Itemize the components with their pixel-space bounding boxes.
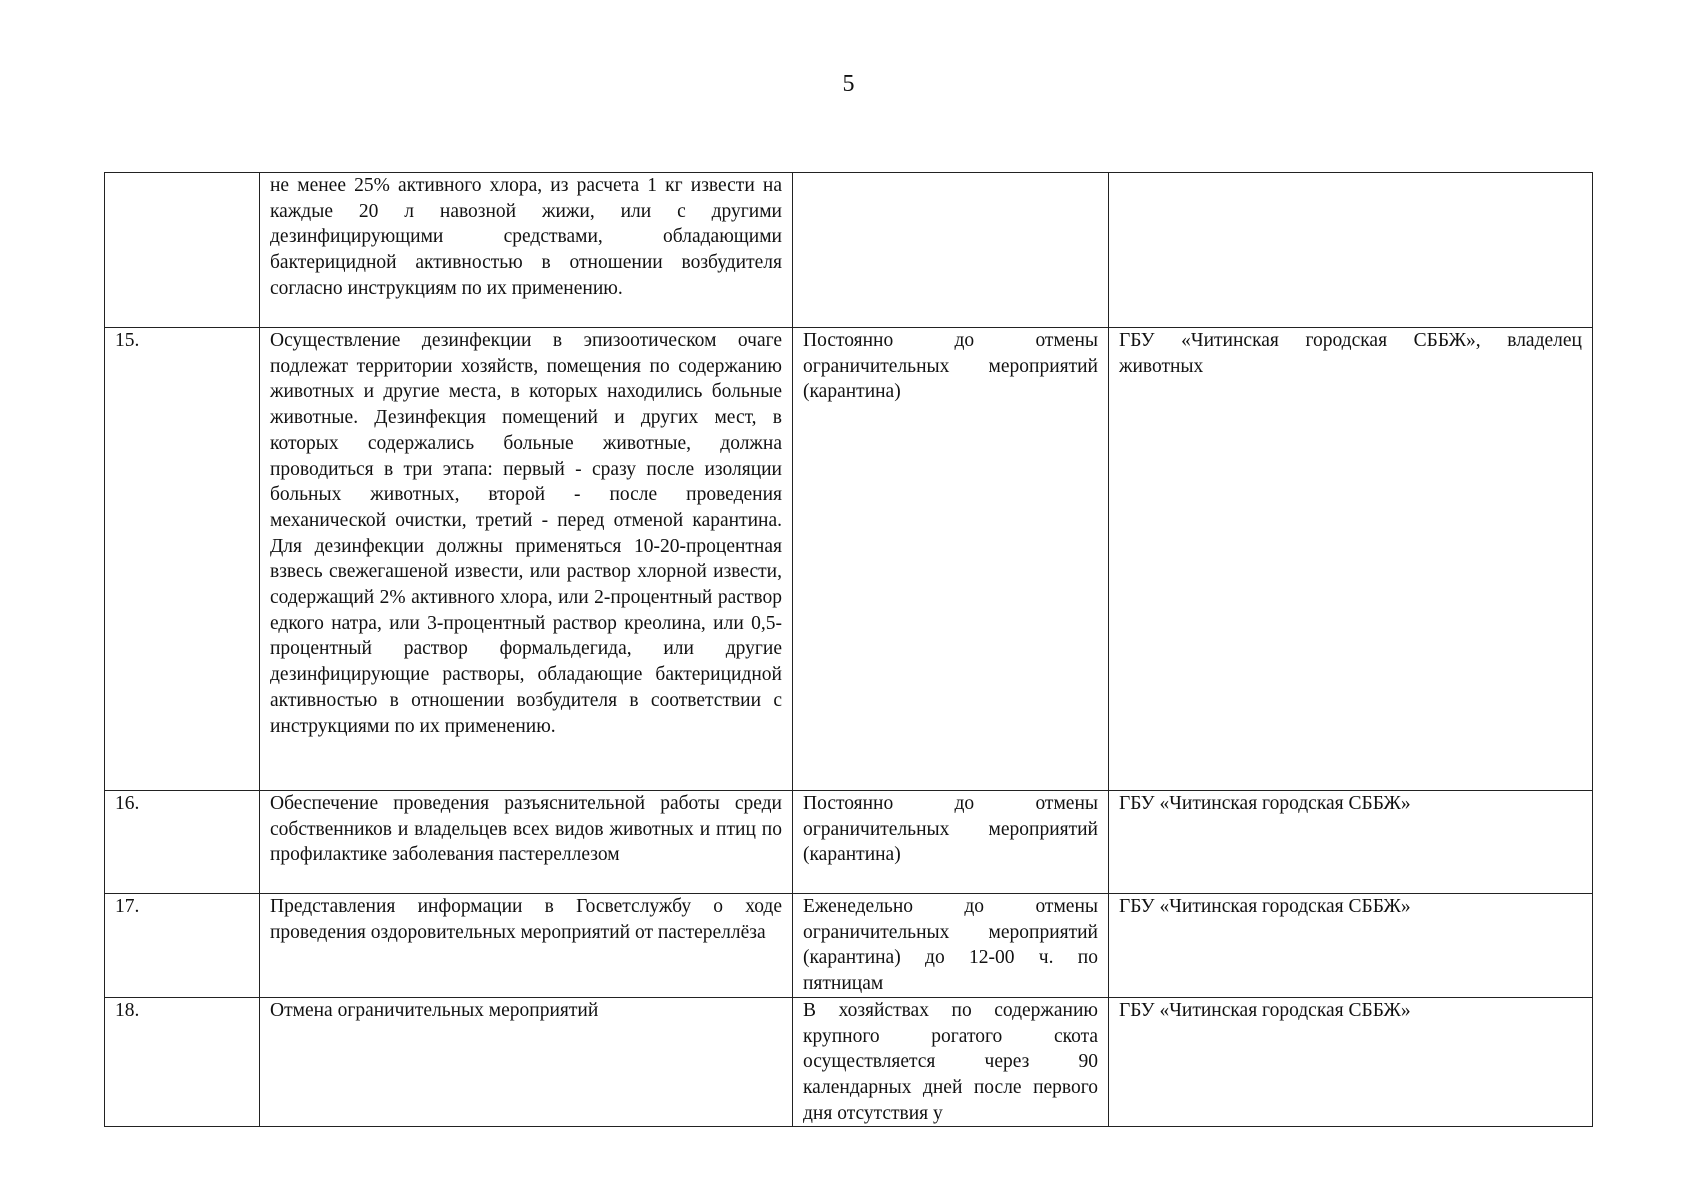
row-number-cell: 16.	[105, 791, 260, 894]
table-row	[105, 173, 1593, 328]
measure-cell: Представления информации в Госветслужбу о ходе проведения оздоровительных мероприятий от пастереллёза	[260, 894, 793, 998]
responsible-cell: ГБУ «Читинская городская СББЖ»	[1109, 894, 1593, 998]
deadline-cell: В хозяйствах по содержанию крупного рогатого скота осуществляется через 90 календарных дней после первого дня отсутствия у	[793, 997, 1109, 1127]
page-number: 5	[842, 71, 855, 97]
row-number-cell	[105, 173, 260, 328]
measure-cell: не менее 25% активного хлора, из расчета 1 кг извести на каждые 20 л навозной жижи, или с другими дезинфицирующими средствами, обладающими бактерицидной активностью в отношении возбудителя согласно инструкциям по их применению.	[260, 173, 793, 328]
measure-cell: Осуществление дезинфекции в эпизоотическом очаге подлежат территории хозяйств, помещения по содержанию животных и другие места, в которых находились больные животные. Дезинфекция помещений и других мест, в которых содержались больные животные, должна проводиться в три этапа: первый - сразу после изоляции больных животных, второй - после проведения механической очистки, третий - перед отменой карантина. Для дезинфекции должны применяться 10-20-процентная взвесь свежегашеной извести, или раствор хлорной извести, содержащий 2% активного хлора, или 2-процентный раствор едкого натра, или 3-процентный раствор креолина, или 0,5-процентный раствор формальдегида, или другие дезинфицирующие растворы, обладающие бактерицидной активностью в отношении возбудителя в соответствии с инструкциями по их применению.	[260, 328, 793, 791]
row-number-cell: 18.	[105, 997, 260, 1127]
deadline-cell: Постоянно до отмены ограничительных мероприятий (карантина)	[793, 791, 1109, 894]
responsible-cell	[1109, 173, 1593, 328]
measure-cell: Отмена ограничительных мероприятий	[260, 997, 793, 1127]
row-number-cell: 17.	[105, 894, 260, 998]
deadline-cell: Еженедельно до отмены ограничительных мероприятий (карантина) до 12-00 ч. по пятницам	[793, 894, 1109, 998]
responsible-cell: ГБУ «Читинская городская СББЖ»	[1109, 791, 1593, 894]
deadline-cell: Постоянно до отмены ограничительных мероприятий (карантина)	[793, 328, 1109, 791]
table-row	[105, 997, 1593, 1127]
table-row	[105, 791, 1593, 894]
responsible-cell: ГБУ «Читинская городская СББЖ», владелец животных	[1109, 328, 1593, 791]
measures-table	[104, 172, 1593, 1127]
row-number-cell: 15.	[105, 328, 260, 791]
table-row	[105, 328, 1593, 791]
responsible-cell: ГБУ «Читинская городская СББЖ»	[1109, 997, 1593, 1127]
table-row	[105, 894, 1593, 998]
deadline-cell	[793, 173, 1109, 328]
measure-cell: Обеспечение проведения разъяснительной работы среди собственников и владельцев всех видов животных и птиц по профилактике заболевания пастереллезом	[260, 791, 793, 894]
